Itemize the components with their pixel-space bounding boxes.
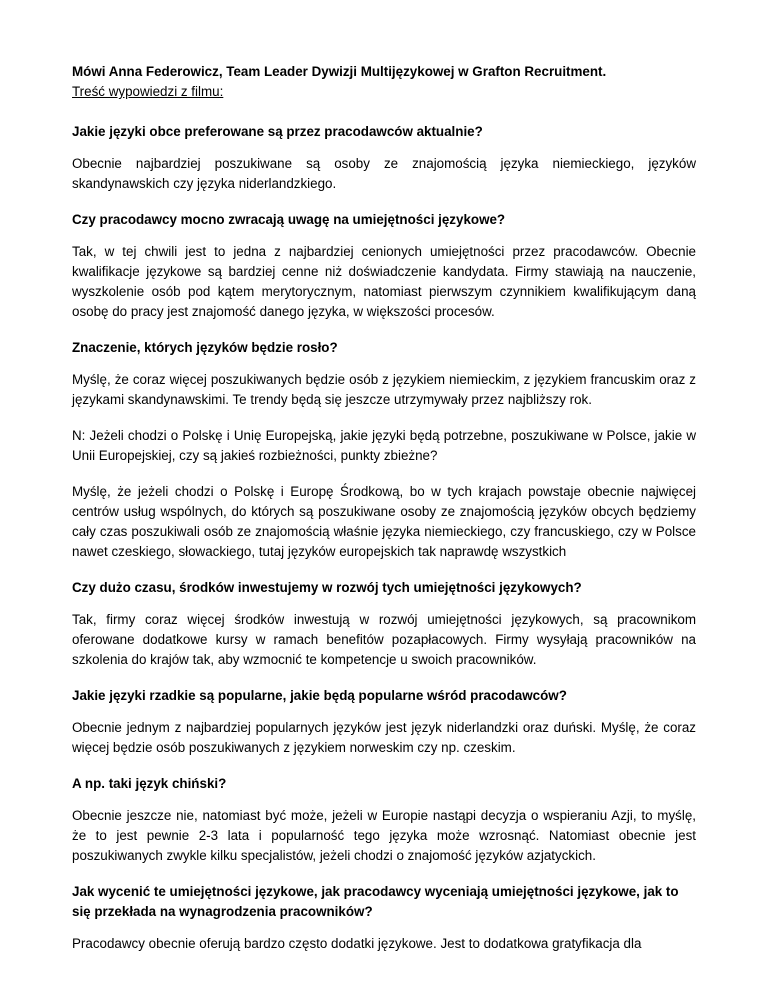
question-5: Czy dużo czasu, środków inwestujemy w rozwój tych umiejętności językowych? (72, 580, 582, 595)
answer-2: Tak, w tej chwili jest to jedna z najbardziej cenionych umiejętności przez pracodawców. Obecnie kwalifikacje językowe są bardziej cenne niż doświadczenie kandydata. Firmy stawiają na nauczenie, wyszkolenie osób pod kątem merytorycznym, natomiast pierwszym czynnikiem kwalifikującym daną osobę do pracy jest znajomość danego języka, w większości procesów. (72, 244, 696, 319)
answer-7: Obecnie jeszcze nie, natomiast być może, jeżeli w Europie nastąpi decyzja o wspieraniu Azji, to myślę, że to jest pewnie 2-3 lata i popularność tego języka może wzrosnąć. Natomiast obecnie jest poszukiwanych zwykle kilku specjalistów, jeżeli chodzi o znajomość języków azjatyckich. (72, 808, 696, 863)
answer-8: Pracodawcy obecnie oferują bardzo często dodatki językowe. Jest to dodatkowa gratyfikacja dla (72, 936, 642, 951)
answer-1: Obecnie najbardziej poszukiwane są osoby ze znajomością języka niemieckiego, języków skandynawskich czy języka niderlandzkiego. (72, 156, 696, 191)
question-6: Jakie języki rzadkie są popularne, jakie będą popularne wśród pracodawców? (72, 688, 567, 703)
question-7: A np. taki język chiński? (72, 776, 227, 791)
answer-4: Myślę, że jeżeli chodzi o Polskę i Europę Środkową, bo w tych krajach powstaje obecnie najwięcej centrów usług wspólnych, do których są poszukiwane osoby ze znajomością języków obcych będziemy cały czas poszukiwali osób ze znajomością właśnie języka niemieckiego, czy francuskiego, czy w Polsce nawet czeskiego, słowackiego, tutaj języków europejskich tak naprawdę wszystkich (72, 484, 696, 559)
intro-line: Mówi Anna Federowicz, Team Leader Dywizji Multijęzykowej w Grafton Recruitment. (72, 64, 607, 79)
subtitle: Treść wypowiedzi z filmu: (72, 84, 224, 99)
answer-6: Obecnie jednym z najbardziej popularnych języków jest język niderlandzki oraz duński. Myślę, że coraz więcej będzie osób poszukiwanych z językiem norweskim czy np. czeskim. (72, 720, 696, 755)
answer-3: Myślę, że coraz więcej poszukiwanych będzie osób z językiem niemieckim, z językiem francuskim oraz z językami skandynawskimi. Te trendy będą się jeszcze utrzymywały przez najbliższy rok. (72, 372, 696, 407)
question-2: Czy pracodawcy mocno zwracają uwagę na umiejętności językowe? (72, 212, 506, 227)
document-page (72, 62, 696, 970)
question-1: Jakie języki obce preferowane są przez pracodawców aktualnie? (72, 124, 483, 139)
interviewer-question: N: Jeżeli chodzi o Polskę i Unię Europejską, jakie języki będą potrzebne, poszukiwane w Polsce, jakie w Unii Europejskiej, czy są jakieś rozbieżności, punkty zbieżne? (72, 428, 696, 463)
question-8: Jak wycenić te umiejętności językowe, jak pracodawcy wyceniają umiejętności językowe, jak to się przekłada na wynagrodzenia pracowników? (72, 884, 679, 919)
answer-5: Tak, firmy coraz więcej środków inwestują w rozwój umiejętności językowych, są pracownikom oferowane dodatkowe kursy w ramach benefitów pozapłacowych. Firmy wysyłają pracowników na szkolenia do krajów tak, aby wzmocnić te kompetencje u swoich pracowników. (72, 612, 696, 667)
question-3: Znaczenie, których języków będzie rosło? (72, 340, 338, 355)
